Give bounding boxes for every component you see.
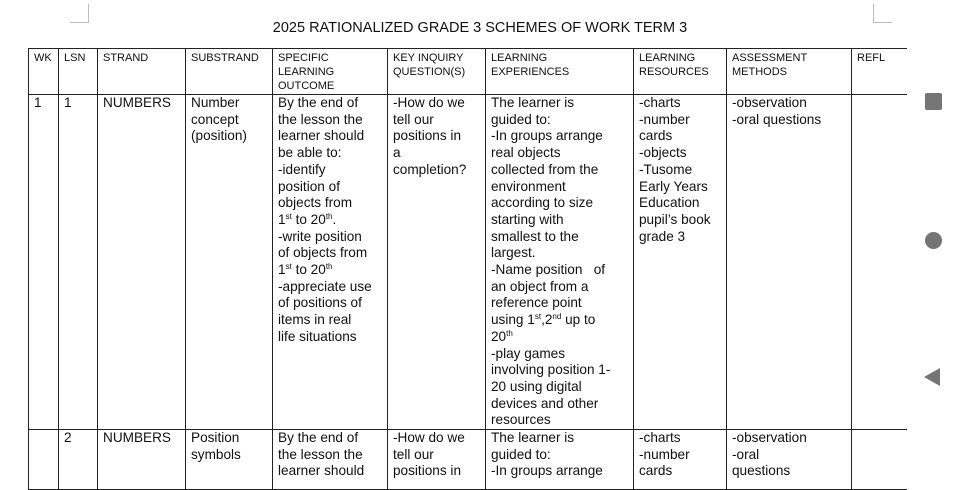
cell-substrand: Number concept (position) bbox=[186, 95, 273, 430]
header-substrand: SUBSTRAND bbox=[186, 49, 273, 95]
circle-icon[interactable] bbox=[925, 232, 942, 249]
cell-wk bbox=[29, 430, 59, 490]
cell-substrand: Position symbols bbox=[186, 430, 273, 490]
table-header-row bbox=[29, 49, 907, 95]
table-row bbox=[29, 95, 907, 430]
cell-assessment: -observation -oral questions bbox=[727, 430, 852, 490]
cell-inquiry: -How do we tell our positions in a completion? bbox=[388, 95, 486, 430]
cell-reflection bbox=[852, 430, 907, 490]
cell-outcome: By the end of the lesson the learner should be able to: -identify position of objects from 1st to 20th. -write position of objects from 1st to 20th -appreciate use of positions of items in real life situations bbox=[273, 95, 388, 430]
cell-outcome: By the end of the lesson the learner should bbox=[273, 430, 388, 490]
header-reflection: REFL bbox=[852, 49, 907, 95]
header-strand: STRAND bbox=[98, 49, 186, 95]
cell-experiences: The learner is guided to: -In groups arrange bbox=[486, 430, 634, 490]
cell-wk: 1 bbox=[29, 95, 59, 430]
cell-resources: -charts -number cards -objects -Tusome Early Years Education pupil’s book grade 3 bbox=[634, 95, 727, 430]
square-icon[interactable] bbox=[925, 93, 942, 110]
cell-inquiry: -How do we tell our positions in bbox=[388, 430, 486, 490]
header-experiences: LEARNING EXPERIENCES bbox=[486, 49, 634, 95]
scheme-of-work-table bbox=[28, 48, 907, 490]
back-triangle-icon[interactable] bbox=[924, 368, 940, 386]
viewer-side-controls bbox=[924, 0, 944, 480]
cell-lsn: 2 bbox=[59, 430, 98, 490]
cell-lsn: 1 bbox=[59, 95, 98, 430]
cell-reflection bbox=[852, 95, 907, 430]
header-wk: WK bbox=[29, 49, 59, 95]
cell-assessment: -observation -oral questions bbox=[727, 95, 852, 430]
cell-strand: NUMBERS bbox=[98, 95, 186, 430]
document-title: 2025 RATIONALIZED GRADE 3 SCHEMES OF WORK TERM 3 bbox=[272, 20, 688, 36]
cell-resources: -charts -number cards bbox=[634, 430, 727, 490]
header-lsn: LSN bbox=[59, 49, 98, 95]
header-resources: LEARNING RESOURCES bbox=[634, 49, 727, 95]
header-assessment: ASSESSMENT METHODS bbox=[727, 49, 852, 95]
cell-experiences: The learner is guided to: -In groups arrange real objects collected from the environment according to size starting with smallest to the largest. -Name position of an object from a reference point using 1st,2nd up to 20th -play games involving position 1- 20 using digital devices and other resources bbox=[486, 95, 634, 430]
cell-strand: NUMBERS bbox=[98, 430, 186, 490]
table-row bbox=[29, 430, 907, 490]
header-inquiry: KEY INQUIRY QUESTION(S) bbox=[388, 49, 486, 95]
header-outcome: SPECIFIC LEARNING OUTCOME bbox=[273, 49, 388, 95]
